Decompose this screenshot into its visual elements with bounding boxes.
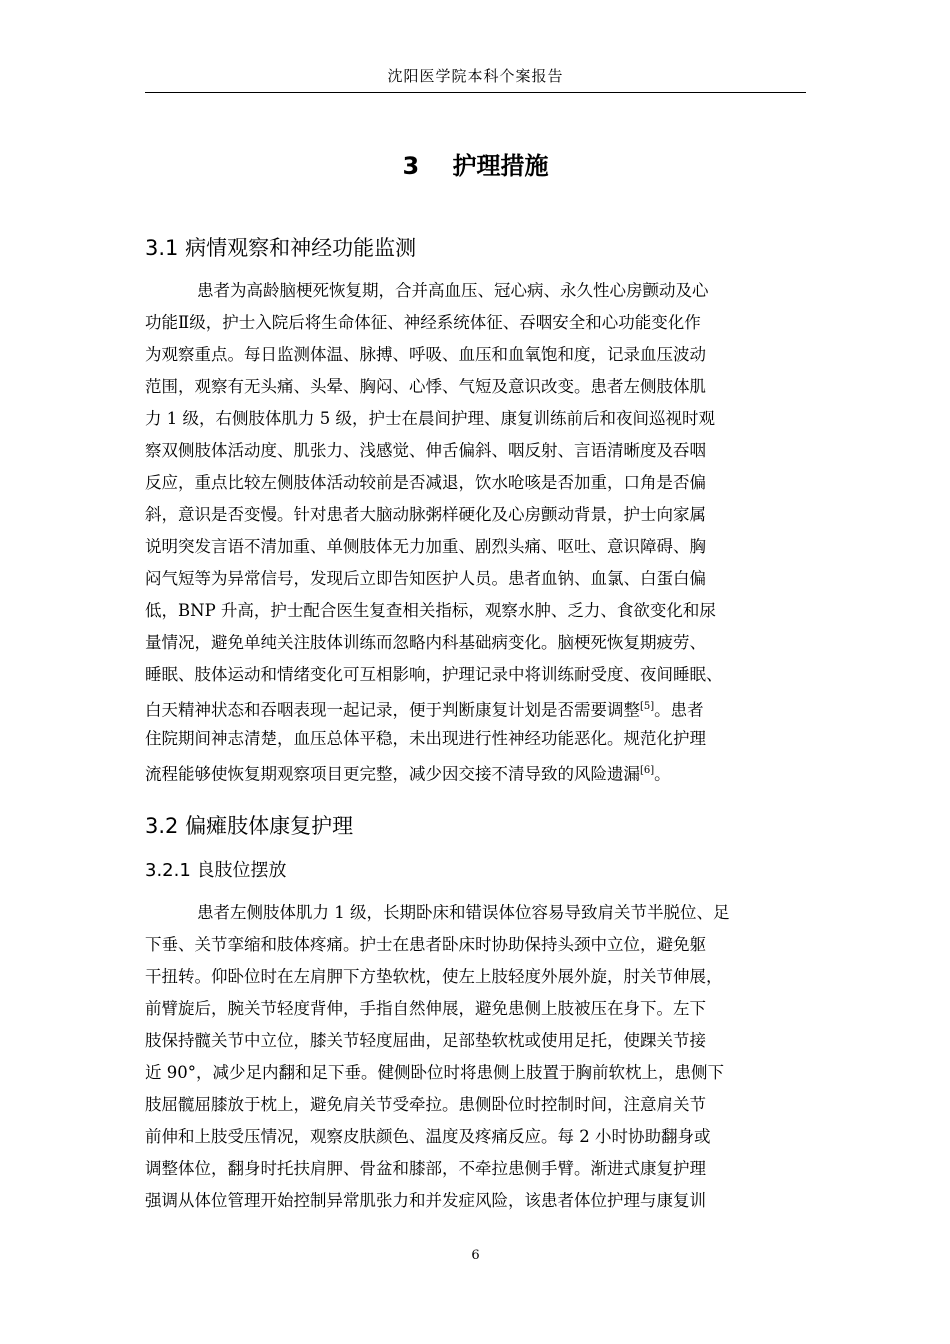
text-line: 强调从体位管理开始控制异常肌张力和并发症风险，该患者体位护理与康复训 (145, 1191, 706, 1210)
text-line: 说明突发言语不清加重、单侧肢体无力加重、剧烈头痛、呕吐、意识障碍、胸 (145, 537, 706, 556)
text-line: 功能Ⅱ级，护士入院后将生命体征、神经系统体征、吞咽安全和心功能变化作 (145, 313, 701, 332)
text-line: 量情况，避免单纯关注肢体训练而忽略内科基础病变化。脑梗死恢复期疲劳、 (145, 633, 706, 652)
page-number: 6 (471, 1248, 480, 1263)
text-line: 患者为高龄脑梗死恢复期，合并高血压、冠心病、永久性心房颤动及心 (197, 281, 709, 300)
running-header: 沈阳医学院本科个案报告 (145, 64, 806, 93)
text-segment: 。 (654, 764, 671, 784)
text-line: 闷气短等为异常信号，发现后立即告知医护人员。患者血钠、血氯、白蛋白偏 (145, 569, 706, 588)
section-heading-3-2-1: 3.2.1 良肢位摆放 (145, 860, 287, 881)
text-line: 住院期间神志清楚，血压总体平稳，未出现进行性神经功能恶化。规范化护理 (145, 729, 706, 748)
section-heading-3-2: 3.2 偏瘫肢体康复护理 (145, 814, 354, 838)
text-line: 力 1 级，右侧肢体肌力 5 级，护士在晨间护理、康复训练前后和夜间巡视时观 (145, 409, 715, 428)
text-line: 前伸和上肢受压情况，观察皮肤颜色、温度及疼痛反应。每 2 小时协助翻身或 (145, 1127, 711, 1146)
citation-ref: [6] (640, 765, 655, 776)
text-line: 肢保持髋关节中立位，膝关节轻度屈曲，足部垫软枕或使用足托，使踝关节接 (145, 1031, 706, 1050)
paragraph-3-2-1 (145, 897, 810, 1217)
text-line: 肢屈髋屈膝放于枕上，避免肩关节受牵拉。患侧卧位时控制时间，注意肩关节 (145, 1095, 706, 1114)
text-line: 调整体位，翻身时托扶肩胛、骨盆和膝部，不牵拉患侧手臂。渐进式康复护理 (145, 1159, 706, 1178)
text-segment: 流程能够使恢复期观察项目更完整，减少因交接不清导致的风险遗漏 (145, 764, 640, 784)
text-line: 范围，观察有无头痛、头晕、胸闷、心悸、气短及意识改变。患者左侧肢体肌 (145, 377, 706, 396)
text-line: 下垂、关节挛缩和肢体疼痛。护士在患者卧床时协助保持头颈中立位，避免躯 (145, 935, 706, 954)
text-line: 反应，重点比较左侧肢体活动较前是否减退，饮水呛咳是否加重，口角是否偏 (145, 473, 706, 492)
text-line (145, 691, 810, 723)
text-line: 为观察重点。每日监测体温、脉搏、呼吸、血压和血氧饱和度，记录血压波动 (145, 345, 706, 364)
text-line: 低，BNP 升高，护士配合医生复查相关指标，观察水肿、乏力、食欲变化和尿 (145, 601, 716, 620)
text-segment: 。患者 (654, 700, 704, 720)
citation-ref: [5] (640, 701, 655, 712)
paragraph-3-1 (145, 275, 810, 787)
text-segment: 白天精神状态和吞咽表现一起记录，便于判断康复计划是否需要调整 (145, 700, 640, 720)
text-line: 斜，意识是否变慢。针对患者大脑动脉粥样硬化及心房颤动背景，护士向家属 (145, 505, 706, 524)
text-line: 睡眠、肢体运动和情绪变化可互相影响，护理记录中将训练耐受度、夜间睡眠、 (145, 665, 723, 684)
text-line: 干扭转。仰卧位时在左肩胛下方垫软枕，使左上肢轻度外展外旋，肘关节伸展， (145, 967, 723, 986)
text-line: 前臂旋后，腕关节轻度背伸，手指自然伸展，避免患侧上肢被压在身下。左下 (145, 999, 706, 1018)
section-heading-3-1: 3.1 病情观察和神经功能监测 (145, 236, 417, 260)
text-line (145, 755, 810, 787)
text-line: 患者左侧肢体肌力 1 级，长期卧床和错误体位容易导致肩关节半脱位、足 (197, 903, 730, 922)
chapter-title: 3 护理措施 (402, 152, 549, 180)
text-line: 察双侧肢体活动度、肌张力、浅感觉、伸舌偏斜、咽反射、言语清晰度及吞咽 (145, 441, 706, 460)
text-line: 近 90°，减少足内翻和足下垂。健侧卧位时将患侧上肢置于胸前软枕上，患侧下 (145, 1063, 724, 1082)
